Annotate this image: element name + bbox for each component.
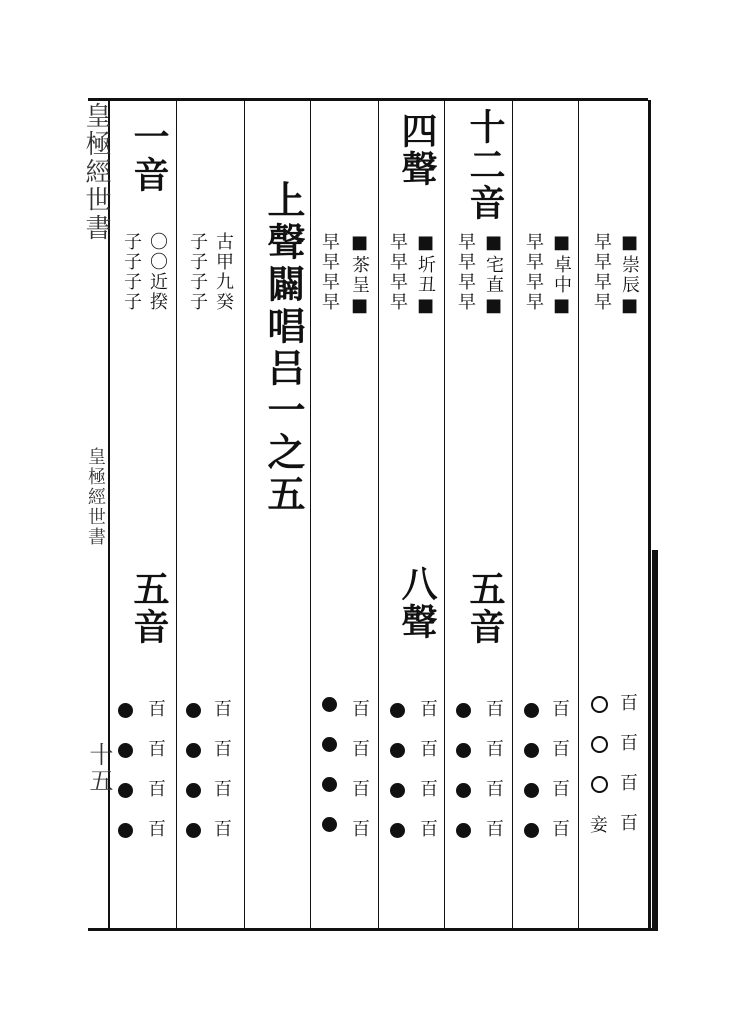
- right-thick-edge: [652, 550, 658, 930]
- column-2-line-1: 古甲九癸: [213, 232, 234, 312]
- glyph: 百: [620, 733, 638, 754]
- filled-circle-icon: [118, 783, 133, 798]
- column-divider: [444, 100, 445, 930]
- glyph: 百: [420, 699, 438, 720]
- glyph: 百: [148, 739, 166, 760]
- glyph: 百: [148, 779, 166, 800]
- glyph: 百: [420, 779, 438, 800]
- column-5-line-1: ■宅直■: [483, 232, 504, 318]
- column-divider: [244, 100, 245, 930]
- glyph: 百: [620, 773, 638, 794]
- column-6-marks: [524, 700, 539, 840]
- filled-circle-icon: [456, 783, 471, 798]
- glyph: 百: [214, 739, 232, 760]
- glyph: 百: [214, 699, 232, 720]
- glyph: 百: [420, 819, 438, 840]
- filled-circle-icon: [322, 737, 337, 752]
- column-5-glyphs: [486, 700, 504, 840]
- filled-circle-icon: [456, 703, 471, 718]
- column-7-line-2: 早早早早: [591, 232, 612, 312]
- filled-circle-icon: [322, 817, 337, 832]
- hollow-circle-icon: [591, 776, 608, 793]
- spine-title-middle: 皇極經世書: [85, 447, 106, 547]
- glyph: 百: [486, 739, 504, 760]
- glyph: 百: [148, 699, 166, 720]
- glyph: 百: [620, 693, 638, 714]
- filled-circle-icon: [456, 743, 471, 758]
- right-border: [648, 100, 651, 930]
- column-6-line-2: 早早早早: [523, 232, 544, 312]
- column-2-marks: [186, 700, 201, 840]
- filled-circle-icon: [186, 823, 201, 838]
- column-1-header-top: 一音: [128, 118, 170, 194]
- glyph: 百: [420, 739, 438, 760]
- column-3-line-1: ■茶呈■: [349, 232, 370, 318]
- column-divider: [176, 100, 177, 930]
- filled-circle-icon: [524, 743, 539, 758]
- filled-circle-icon: [322, 697, 337, 712]
- column-divider: [578, 100, 579, 930]
- column-6-glyphs: [552, 700, 570, 840]
- column-2-glyphs: [214, 700, 232, 840]
- filled-circle-icon: [390, 743, 405, 758]
- filled-circle-icon: [118, 703, 133, 718]
- glyph: 百: [352, 699, 370, 720]
- column-3-marks: [322, 694, 337, 834]
- filled-circle-icon: [524, 703, 539, 718]
- glyph: 百: [148, 819, 166, 840]
- bottom-border: [88, 928, 658, 931]
- column-4-marks: [390, 700, 405, 840]
- filled-circle-icon: [118, 743, 133, 758]
- filled-circle-icon: [390, 783, 405, 798]
- glyph: 百: [214, 779, 232, 800]
- column-1-header-bottom: 五音: [128, 570, 170, 646]
- glyph: 百: [486, 819, 504, 840]
- filled-circle-icon: [322, 777, 337, 792]
- column-1-glyphs: [148, 700, 166, 840]
- column-1-line-1: 〇〇近揆: [147, 232, 168, 312]
- column-divider: [378, 100, 379, 930]
- column-4-line-2: 早早早早: [387, 232, 408, 312]
- filled-circle-icon: [456, 823, 471, 838]
- column-2-line-2: 子子子子: [187, 232, 208, 312]
- column-5-header-bottom: 五音: [464, 570, 506, 646]
- filled-circle-icon: [186, 703, 201, 718]
- column-7-marks: [590, 694, 608, 834]
- glyph: 百: [352, 779, 370, 800]
- glyph-qie: 妾: [590, 815, 608, 836]
- page-title: 上聲闢唱吕一之五: [261, 180, 306, 516]
- hollow-circle-icon: [591, 696, 608, 713]
- filled-circle-icon: [524, 823, 539, 838]
- filled-circle-icon: [118, 823, 133, 838]
- glyph: 百: [552, 819, 570, 840]
- column-3-glyphs: [352, 700, 370, 840]
- filled-circle-icon: [390, 703, 405, 718]
- column-5-header-top: 十二音: [464, 108, 506, 222]
- column-4-header-top: 四聲: [396, 112, 438, 188]
- column-7-glyphs: [620, 694, 638, 834]
- glyph: 百: [552, 779, 570, 800]
- column-divider: [512, 100, 513, 930]
- spine-title-top: 皇極經世書: [81, 102, 111, 242]
- glyph: 百: [486, 699, 504, 720]
- glyph: 百: [352, 739, 370, 760]
- glyph: 百: [620, 813, 638, 834]
- glyph: 百: [486, 779, 504, 800]
- column-5-marks: [456, 700, 471, 840]
- column-1-marks: [118, 700, 133, 840]
- filled-circle-icon: [390, 823, 405, 838]
- page-number: 十五: [85, 742, 113, 794]
- hollow-circle-icon: [591, 736, 608, 753]
- filled-circle-icon: [524, 783, 539, 798]
- glyph: 百: [552, 739, 570, 760]
- column-6-line-1: ■卓中■: [551, 232, 572, 318]
- glyph: 百: [552, 699, 570, 720]
- column-5-line-2: 早早早早: [455, 232, 476, 312]
- filled-circle-icon: [186, 743, 201, 758]
- top-border: [88, 98, 648, 101]
- column-4-glyphs: [420, 700, 438, 840]
- glyph: 百: [214, 819, 232, 840]
- column-7-line-1: ■崇辰■: [619, 232, 640, 318]
- filled-circle-icon: [186, 783, 201, 798]
- column-4-line-1: ■圻丑■: [415, 232, 436, 318]
- column-3-line-2: 早早早早: [319, 232, 340, 312]
- column-1-line-2: 子子子子: [121, 232, 142, 312]
- spine-margin: [60, 92, 118, 932]
- column-4-header-bottom: 八聲: [396, 565, 438, 641]
- glyph: 百: [352, 819, 370, 840]
